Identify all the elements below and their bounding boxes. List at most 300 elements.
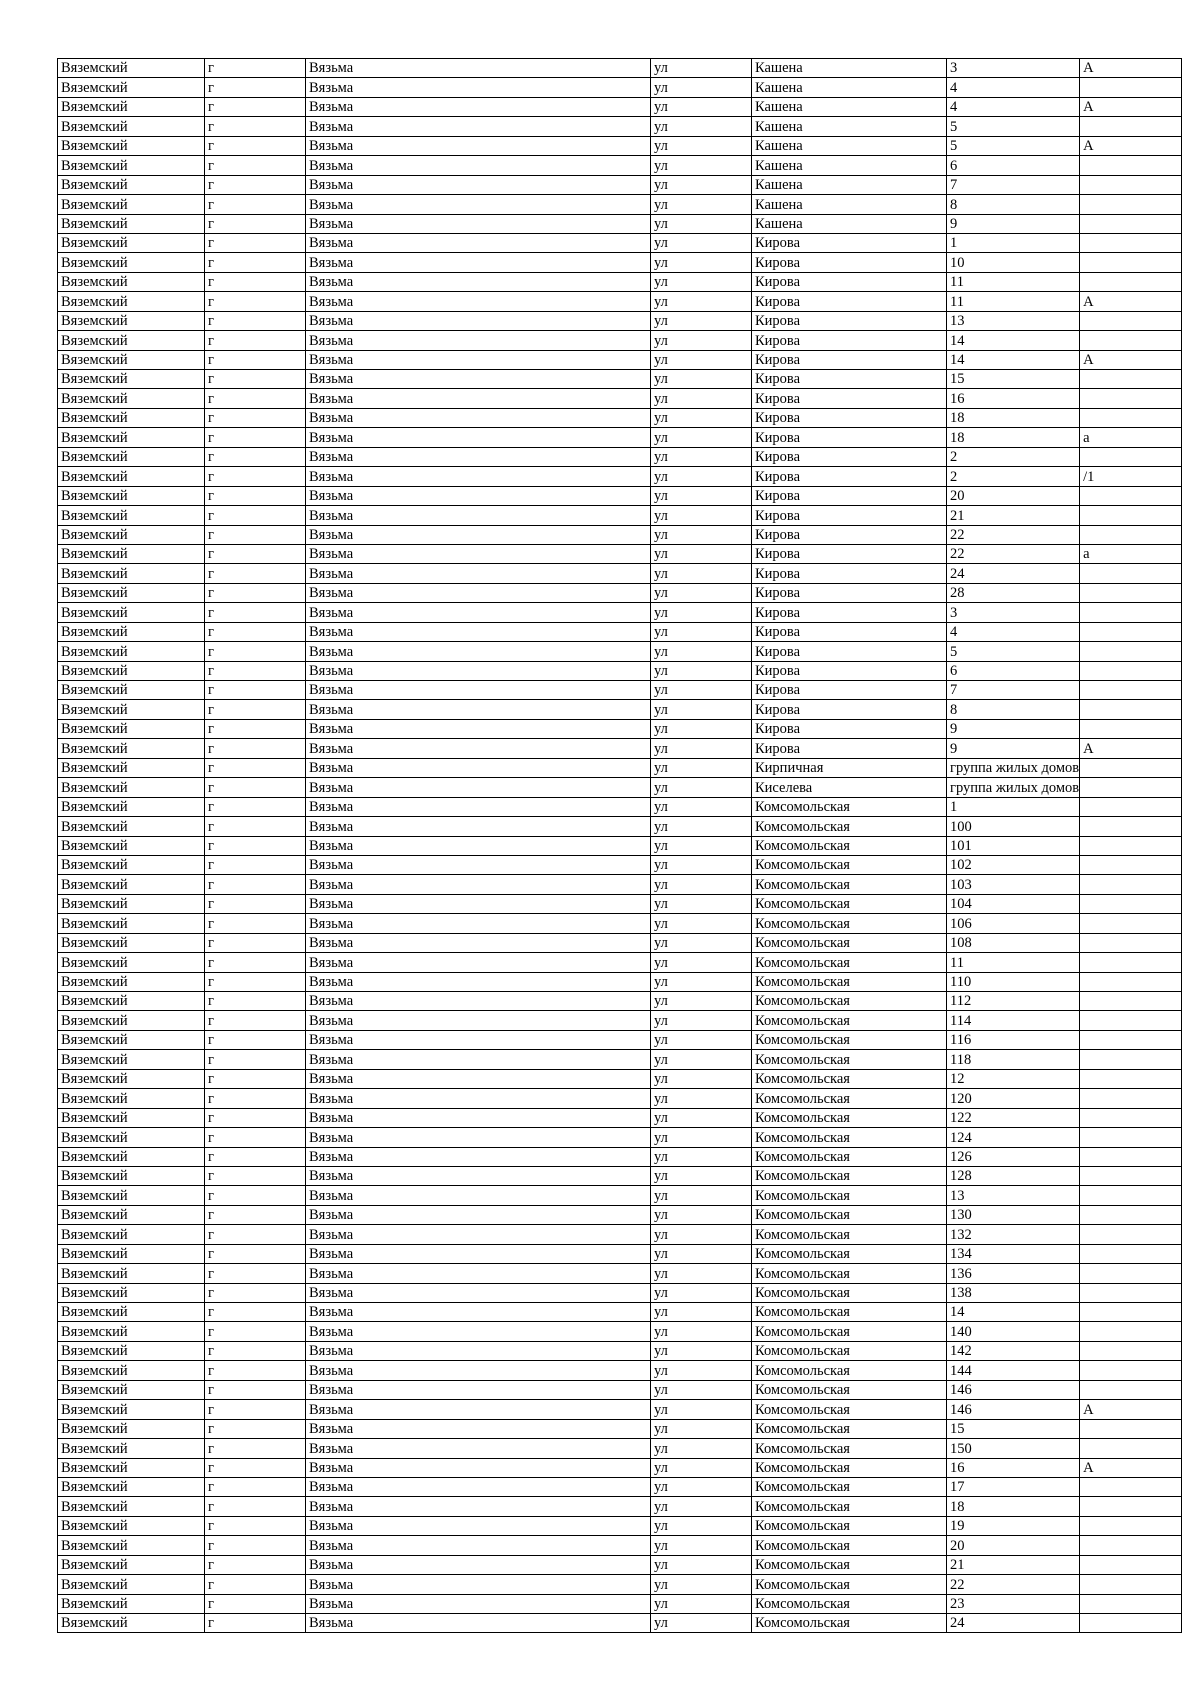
cell-house: 144 (947, 1361, 1080, 1380)
cell-house: группа жилых домов (947, 758, 1080, 777)
cell-letter (1080, 1050, 1182, 1069)
cell-settlement-type: г (205, 972, 306, 991)
cell-letter (1080, 622, 1182, 641)
cell-settlement-type: г (205, 370, 306, 389)
cell-street-type: ул (651, 1205, 752, 1224)
cell-house: 8 (947, 700, 1080, 719)
cell-house: 18 (947, 1497, 1080, 1516)
cell-street-type: ул (651, 914, 752, 933)
cell-street: Кирова (752, 603, 947, 622)
cell-district: Вяземский (58, 253, 205, 272)
cell-house: 128 (947, 1166, 1080, 1185)
cell-letter (1080, 1166, 1182, 1185)
table-row (58, 855, 1182, 874)
table-row (58, 1147, 1182, 1166)
cell-settlement: Вязьма (306, 933, 651, 952)
cell-district: Вяземский (58, 1536, 205, 1555)
cell-letter (1080, 1244, 1182, 1263)
cell-house: 14 (947, 350, 1080, 369)
cell-letter (1080, 1419, 1182, 1438)
cell-settlement: Вязьма (306, 1128, 651, 1147)
cell-letter (1080, 700, 1182, 719)
cell-district: Вяземский (58, 525, 205, 544)
cell-house: 150 (947, 1439, 1080, 1458)
cell-street-type: ул (651, 506, 752, 525)
cell-street: Кашена (752, 175, 947, 194)
cell-house: 124 (947, 1128, 1080, 1147)
cell-street-type: ул (651, 603, 752, 622)
cell-house: 15 (947, 1419, 1080, 1438)
cell-settlement: Вязьма (306, 564, 651, 583)
cell-letter (1080, 817, 1182, 836)
cell-street-type: ул (651, 1536, 752, 1555)
cell-letter: /1 (1080, 467, 1182, 486)
cell-street-type: ул (651, 1108, 752, 1127)
cell-settlement: Вязьма (306, 1108, 651, 1127)
cell-district: Вяземский (58, 408, 205, 427)
cell-letter (1080, 1225, 1182, 1244)
cell-letter (1080, 1439, 1182, 1458)
table-row (58, 1614, 1182, 1633)
cell-district: Вяземский (58, 272, 205, 291)
cell-street: Кирова (752, 311, 947, 330)
cell-house: 120 (947, 1089, 1080, 1108)
cell-letter (1080, 1575, 1182, 1594)
cell-street-type: ул (651, 1419, 752, 1438)
cell-street: Комсомольская (752, 1400, 947, 1419)
cell-settlement-type: г (205, 681, 306, 700)
cell-settlement-type: г (205, 1205, 306, 1224)
cell-settlement: Вязьма (306, 195, 651, 214)
cell-settlement: Вязьма (306, 1361, 651, 1380)
table-row (58, 447, 1182, 466)
cell-street-type: ул (651, 156, 752, 175)
table-row (58, 797, 1182, 816)
cell-house: группа жилых домов (947, 778, 1080, 797)
cell-settlement-type: г (205, 933, 306, 952)
cell-settlement-type: г (205, 1186, 306, 1205)
table-row (58, 544, 1182, 563)
table-row (58, 603, 1182, 622)
cell-district: Вяземский (58, 428, 205, 447)
table-row (58, 156, 1182, 175)
cell-letter (1080, 370, 1182, 389)
cell-letter (1080, 855, 1182, 874)
cell-house: 9 (947, 214, 1080, 233)
cell-settlement: Вязьма (306, 992, 651, 1011)
cell-house: 110 (947, 972, 1080, 991)
cell-street-type: ул (651, 778, 752, 797)
cell-district: Вяземский (58, 1439, 205, 1458)
cell-settlement-type: г (205, 1497, 306, 1516)
cell-house: 14 (947, 1303, 1080, 1322)
cell-settlement-type: г (205, 1303, 306, 1322)
cell-street-type: ул (651, 1322, 752, 1341)
cell-settlement: Вязьма (306, 1439, 651, 1458)
cell-district: Вяземский (58, 1089, 205, 1108)
cell-street-type: ул (651, 467, 752, 486)
cell-house: 22 (947, 525, 1080, 544)
cell-house: 100 (947, 817, 1080, 836)
cell-letter (1080, 1030, 1182, 1049)
cell-settlement-type: г (205, 292, 306, 311)
cell-street: Кашена (752, 117, 947, 136)
table-row (58, 136, 1182, 155)
cell-street-type: ул (651, 1264, 752, 1283)
cell-house: 12 (947, 1069, 1080, 1088)
table-row (58, 1283, 1182, 1302)
cell-settlement-type: г (205, 486, 306, 505)
cell-street-type: ул (651, 661, 752, 680)
cell-settlement-type: г (205, 1341, 306, 1360)
cell-settlement-type: г (205, 661, 306, 680)
cell-street: Кирова (752, 233, 947, 252)
cell-street-type: ул (651, 1303, 752, 1322)
cell-district: Вяземский (58, 467, 205, 486)
cell-street: Комсомольская (752, 1458, 947, 1477)
cell-district: Вяземский (58, 758, 205, 777)
cell-street: Комсомольская (752, 1303, 947, 1322)
cell-street-type: ул (651, 681, 752, 700)
cell-house: 13 (947, 1186, 1080, 1205)
cell-house: 116 (947, 1030, 1080, 1049)
cell-settlement-type: г (205, 564, 306, 583)
cell-street-type: ул (651, 894, 752, 913)
cell-settlement-type: г (205, 467, 306, 486)
cell-district: Вяземский (58, 311, 205, 330)
cell-house: 146 (947, 1380, 1080, 1399)
cell-house: 21 (947, 1555, 1080, 1574)
cell-house: 23 (947, 1594, 1080, 1613)
cell-street: Комсомольская (752, 1516, 947, 1535)
cell-settlement: Вязьма (306, 59, 651, 78)
cell-letter: А (1080, 1458, 1182, 1477)
cell-district: Вяземский (58, 1400, 205, 1419)
cell-street-type: ул (651, 972, 752, 991)
cell-street-type: ул (651, 739, 752, 758)
cell-street-type: ул (651, 1128, 752, 1147)
cell-settlement-type: г (205, 350, 306, 369)
cell-settlement-type: г (205, 1477, 306, 1496)
table-row (58, 1011, 1182, 1030)
cell-street: Комсомольская (752, 1594, 947, 1613)
cell-house: 3 (947, 603, 1080, 622)
cell-street: Комсомольская (752, 1225, 947, 1244)
cell-house: 101 (947, 836, 1080, 855)
cell-settlement: Вязьма (306, 583, 651, 602)
cell-letter (1080, 253, 1182, 272)
table-row (58, 1361, 1182, 1380)
cell-house: 11 (947, 953, 1080, 972)
cell-street-type: ул (651, 1225, 752, 1244)
cell-street: Комсомольская (752, 1477, 947, 1496)
cell-letter (1080, 1477, 1182, 1496)
cell-street-type: ул (651, 622, 752, 641)
table-row (58, 1303, 1182, 1322)
cell-street-type: ул (651, 253, 752, 272)
cell-letter (1080, 972, 1182, 991)
cell-settlement-type: г (205, 1030, 306, 1049)
cell-district: Вяземский (58, 1497, 205, 1516)
cell-settlement-type: г (205, 408, 306, 427)
cell-house: 138 (947, 1283, 1080, 1302)
cell-settlement: Вязьма (306, 467, 651, 486)
cell-district: Вяземский (58, 933, 205, 952)
cell-street: Комсомольская (752, 817, 947, 836)
cell-letter (1080, 642, 1182, 661)
cell-district: Вяземский (58, 214, 205, 233)
cell-settlement: Вязьма (306, 350, 651, 369)
cell-district: Вяземский (58, 1166, 205, 1185)
cell-settlement: Вязьма (306, 836, 651, 855)
cell-street: Кирова (752, 447, 947, 466)
cell-street-type: ул (651, 1497, 752, 1516)
cell-street: Кирова (752, 681, 947, 700)
cell-district: Вяземский (58, 292, 205, 311)
cell-letter: А (1080, 59, 1182, 78)
cell-district: Вяземский (58, 156, 205, 175)
cell-house: 11 (947, 292, 1080, 311)
cell-street-type: ул (651, 331, 752, 350)
cell-street: Комсомольская (752, 797, 947, 816)
cell-settlement: Вязьма (306, 525, 651, 544)
cell-district: Вяземский (58, 1458, 205, 1477)
address-table-body (58, 59, 1182, 1633)
cell-settlement: Вязьма (306, 1400, 651, 1419)
cell-street-type: ул (651, 855, 752, 874)
cell-district: Вяземский (58, 914, 205, 933)
cell-letter (1080, 933, 1182, 952)
cell-district: Вяземский (58, 1380, 205, 1399)
cell-settlement: Вязьма (306, 1458, 651, 1477)
cell-letter (1080, 1186, 1182, 1205)
cell-letter (1080, 661, 1182, 680)
cell-house: 136 (947, 1264, 1080, 1283)
cell-house: 4 (947, 78, 1080, 97)
cell-letter (1080, 681, 1182, 700)
cell-settlement-type: г (205, 758, 306, 777)
table-row (58, 1458, 1182, 1477)
cell-district: Вяземский (58, 1186, 205, 1205)
cell-district: Вяземский (58, 1128, 205, 1147)
cell-house: 22 (947, 544, 1080, 563)
table-row (58, 642, 1182, 661)
table-row (58, 1128, 1182, 1147)
table-row (58, 1536, 1182, 1555)
cell-settlement-type: г (205, 1400, 306, 1419)
cell-settlement: Вязьма (306, 486, 651, 505)
cell-street: Кирова (752, 486, 947, 505)
cell-letter: А (1080, 97, 1182, 116)
cell-letter (1080, 525, 1182, 544)
cell-settlement: Вязьма (306, 661, 651, 680)
cell-district: Вяземский (58, 175, 205, 194)
cell-district: Вяземский (58, 544, 205, 563)
cell-street: Комсомольская (752, 1186, 947, 1205)
cell-district: Вяземский (58, 1244, 205, 1263)
cell-house: 19 (947, 1516, 1080, 1535)
cell-street: Комсомольская (752, 1283, 947, 1302)
cell-settlement-type: г (205, 836, 306, 855)
cell-letter (1080, 583, 1182, 602)
cell-letter (1080, 1264, 1182, 1283)
cell-street: Кашена (752, 59, 947, 78)
table-row (58, 467, 1182, 486)
cell-district: Вяземский (58, 331, 205, 350)
cell-street-type: ул (651, 292, 752, 311)
table-row (58, 564, 1182, 583)
cell-settlement-type: г (205, 1283, 306, 1302)
cell-house: 15 (947, 370, 1080, 389)
table-row (58, 350, 1182, 369)
cell-settlement-type: г (205, 1089, 306, 1108)
cell-street: Комсомольская (752, 1497, 947, 1516)
cell-letter (1080, 894, 1182, 913)
cell-street: Комсомольская (752, 875, 947, 894)
cell-house: 21 (947, 506, 1080, 525)
cell-street-type: ул (651, 1244, 752, 1263)
cell-settlement: Вязьма (306, 797, 651, 816)
cell-settlement: Вязьма (306, 1050, 651, 1069)
cell-settlement-type: г (205, 428, 306, 447)
cell-house: 7 (947, 681, 1080, 700)
cell-street: Кирова (752, 292, 947, 311)
cell-street-type: ул (651, 1575, 752, 1594)
cell-settlement: Вязьма (306, 778, 651, 797)
cell-street-type: ул (651, 817, 752, 836)
cell-settlement: Вязьма (306, 370, 651, 389)
cell-street: Кирова (752, 739, 947, 758)
cell-house: 1 (947, 797, 1080, 816)
cell-district: Вяземский (58, 1303, 205, 1322)
table-row (58, 622, 1182, 641)
cell-street: Комсомольская (752, 855, 947, 874)
table-row (58, 253, 1182, 272)
cell-house: 122 (947, 1108, 1080, 1127)
cell-settlement-type: г (205, 855, 306, 874)
cell-letter: А (1080, 739, 1182, 758)
cell-street: Кашена (752, 97, 947, 116)
cell-district: Вяземский (58, 700, 205, 719)
cell-settlement: Вязьма (306, 1614, 651, 1633)
cell-settlement: Вязьма (306, 1011, 651, 1030)
cell-settlement-type: г (205, 233, 306, 252)
cell-letter (1080, 1147, 1182, 1166)
cell-settlement-type: г (205, 778, 306, 797)
cell-settlement: Вязьма (306, 1497, 651, 1516)
cell-street-type: ул (651, 544, 752, 563)
cell-district: Вяземский (58, 1069, 205, 1088)
cell-letter (1080, 758, 1182, 777)
cell-letter: а (1080, 544, 1182, 563)
table-row (58, 1419, 1182, 1438)
cell-district: Вяземский (58, 1575, 205, 1594)
cell-street: Кашена (752, 156, 947, 175)
cell-district: Вяземский (58, 117, 205, 136)
cell-settlement-type: г (205, 1244, 306, 1263)
table-row (58, 1497, 1182, 1516)
table-row (58, 331, 1182, 350)
cell-house: 11 (947, 272, 1080, 291)
cell-district: Вяземский (58, 719, 205, 738)
cell-settlement: Вязьма (306, 1283, 651, 1302)
cell-street-type: ул (651, 875, 752, 894)
cell-house: 17 (947, 1477, 1080, 1496)
cell-settlement: Вязьма (306, 1575, 651, 1594)
cell-letter (1080, 1555, 1182, 1574)
cell-district: Вяземский (58, 681, 205, 700)
table-row (58, 739, 1182, 758)
cell-house: 2 (947, 467, 1080, 486)
cell-letter (1080, 836, 1182, 855)
cell-house: 6 (947, 661, 1080, 680)
cell-house: 134 (947, 1244, 1080, 1263)
cell-street-type: ул (651, 1614, 752, 1633)
cell-house: 4 (947, 97, 1080, 116)
cell-settlement-type: г (205, 1225, 306, 1244)
cell-settlement: Вязьма (306, 1264, 651, 1283)
table-row (58, 1264, 1182, 1283)
cell-settlement: Вязьма (306, 447, 651, 466)
cell-settlement-type: г (205, 1555, 306, 1574)
cell-district: Вяземский (58, 603, 205, 622)
cell-settlement: Вязьма (306, 1186, 651, 1205)
cell-settlement: Вязьма (306, 428, 651, 447)
cell-settlement: Вязьма (306, 894, 651, 913)
cell-settlement-type: г (205, 1166, 306, 1185)
table-row (58, 661, 1182, 680)
cell-settlement: Вязьма (306, 700, 651, 719)
cell-house: 7 (947, 175, 1080, 194)
cell-settlement-type: г (205, 992, 306, 1011)
table-row (58, 1594, 1182, 1613)
table-row (58, 836, 1182, 855)
cell-street: Кирова (752, 428, 947, 447)
cell-street-type: ул (651, 1477, 752, 1496)
cell-settlement: Вязьма (306, 233, 651, 252)
cell-district: Вяземский (58, 992, 205, 1011)
cell-district: Вяземский (58, 1283, 205, 1302)
cell-settlement: Вязьма (306, 408, 651, 427)
cell-settlement: Вязьма (306, 156, 651, 175)
cell-letter (1080, 214, 1182, 233)
cell-letter (1080, 389, 1182, 408)
cell-settlement-type: г (205, 1147, 306, 1166)
cell-street: Кирова (752, 719, 947, 738)
cell-settlement: Вязьма (306, 1030, 651, 1049)
table-row (58, 1244, 1182, 1263)
cell-street-type: ул (651, 719, 752, 738)
cell-house: 106 (947, 914, 1080, 933)
cell-street-type: ул (651, 1594, 752, 1613)
cell-house: 6 (947, 156, 1080, 175)
cell-street-type: ул (651, 1069, 752, 1088)
cell-letter (1080, 331, 1182, 350)
cell-letter (1080, 1341, 1182, 1360)
cell-street-type: ул (651, 583, 752, 602)
cell-letter (1080, 1536, 1182, 1555)
cell-street-type: ул (651, 1555, 752, 1574)
cell-street: Кашена (752, 78, 947, 97)
table-row (58, 972, 1182, 991)
cell-district: Вяземский (58, 78, 205, 97)
table-row (58, 875, 1182, 894)
cell-house: 146 (947, 1400, 1080, 1419)
cell-settlement-type: г (205, 214, 306, 233)
cell-street-type: ул (651, 1186, 752, 1205)
table-row (58, 1050, 1182, 1069)
cell-letter (1080, 1516, 1182, 1535)
